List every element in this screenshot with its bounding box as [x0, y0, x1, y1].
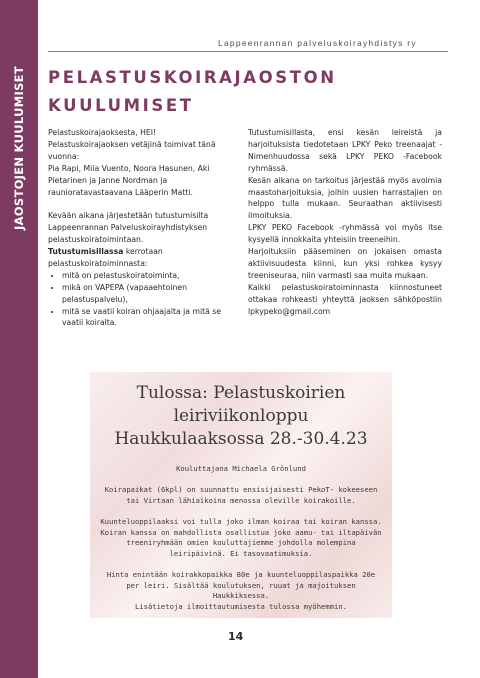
poster-heading-line-3: Haukkulaaksossa 28.-30.4.23 [114, 429, 368, 449]
list-item: • mikä on VAPEPA (vapaaehtoinen pelastuspalvelu), [62, 282, 236, 306]
leaders-intro: Pelastuskoirajaoksen vetäjinä toimivat tänä vuonna: [48, 139, 216, 161]
list-item: • mitä se vaatii koiran ohjaajalta ja mitä se vaatii koiralta. [62, 306, 236, 330]
left-column [48, 127, 236, 329]
list-item: • mitä on pelastuskoiratoiminta, [62, 270, 236, 282]
bold-term: Tutustumisillassa [48, 247, 124, 257]
section-sidebar [0, 0, 38, 678]
camp-poster [90, 372, 392, 618]
bold-term-rest: kerrotaan pelastuskoiratoiminnasta: [48, 247, 163, 268]
right-paragraph: Kaikki pelastuskoiratoiminnasta kiinnostuneet ottakaa rohkeasti yhteyttä jaoksen sähköpostiin lpkypeko@gmail.com [248, 282, 442, 316]
poster-trainer: Kouluttajana Michaela Grönlund [176, 464, 306, 473]
poster-heading [90, 382, 392, 451]
intro-paragraph: Kevään aikana järjestetään tutustumisilta Lappeenrannan Palveluskoirayhdistyksen pelastuskoiratoimintaan. [48, 211, 209, 245]
greeting: Pelastuskoirajaoksesta, HEI! [48, 128, 157, 137]
page-number: 14 [228, 630, 244, 643]
poster-heading-line-1: Tulossa: Pelastuskoirien [136, 383, 346, 403]
right-column [248, 127, 442, 318]
leaders-names: Pia Rapi, Miia Vuento, Noora Hasunen, Aki Pietarinen ja Janne Nordman ja raunioratavastaavana Lääperin Matti. [48, 163, 210, 197]
poster-info: Lisätietoja ilmoittautumisesta tulossa myöhemmin. [134, 602, 348, 611]
right-paragraph: Harjoituksiin pääseminen on jokaisen omasta aktiivisuudesta kiinni, kun yksi rohkea kysyy treeniseuraa, niin varmasti saa muita mukaan. [248, 247, 442, 280]
poster-info: Hinta enintään koirakkopaikka 80e ja kuunteluoppilaspaikka 20e per leiri. Sisältää koulutuksen, ruuat ja majoituksen Haukkiksessa. [106, 570, 376, 601]
right-paragraph: Kesän aikana on tarkoitus järjestää myös avoimia maastoharjoituksia, joihin uusien harrastajien on helppo tulla mukaan. Seuraathan aktiivisesti ilmoituksia. [248, 175, 442, 221]
right-paragraph: Tutustumisillasta, ensi kesän leireistä ja harjoituksista tiedotetaan LPKY Peko treenaajat -Nimenhuudossa sekä LPKY PEKO -Facebook ryhmässä. [248, 128, 442, 173]
page-title-line-1: PELASTUSKOIRAJAOSTON [48, 68, 337, 87]
topic-list [48, 270, 236, 330]
sidebar-label: JAOSTOJEN KUULUMISET [12, 66, 26, 230]
info-evening-paragraph [48, 246, 236, 270]
organization-name: Lappeenrannan palveluskoirayhdistys ry [218, 38, 417, 48]
poster-heading-line-2: leiriviikonloppu [173, 406, 309, 426]
poster-info: Kuunteluoppilaaksi voi tulla joko ilman koiraa tai koiran kanssa. Koiran kanssa on mahdollista osallistua joko aamu- tai iltapäivän treeniryhmään omien kouluttajiemme johdolla molempina leiripäivinä. Ei tasovaatimuksia. [100, 517, 382, 558]
header-divider [48, 51, 448, 52]
poster-info: Koirapaikat (6kpl) on suunnattu ensisijaisesti PekoT- kokeeseen tai Virtaan lähiaikoina menossa oleville koirakoille. [104, 485, 378, 505]
page-title-line-2: KUULUMISET [48, 96, 194, 115]
page-title [48, 64, 408, 120]
right-paragraph: LPKY PEKO Facebook -ryhmässä voi myös itse kysyellä innokkaita yhteisiin treeneihin. [248, 223, 442, 245]
